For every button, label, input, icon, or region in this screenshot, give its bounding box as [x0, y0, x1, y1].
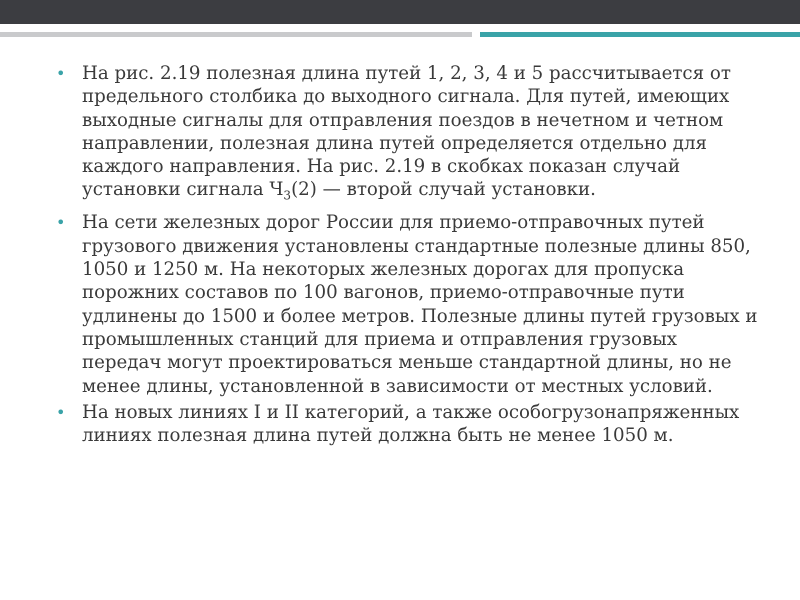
slide-header-bar [0, 0, 800, 24]
bullet-icon: • [56, 64, 66, 83]
bullet-paragraph-1 [56, 62, 762, 208]
slide-body [56, 62, 762, 450]
paragraph-text-tail: (2) — второй случай установки. [291, 179, 596, 201]
paragraph-text: На сети железных дорог России для приемо-отправочных путей грузового движения установлены стандартные полезные длины 850, 1050 и 1250 м. На некоторых железных дорогах для пропуска порожних составов по 100 вагонов, приемо-отправочные пути удлинены до 1500 и более метров. Полезные длины путей грузовых и промышленных станций для приема и отправления грузовых передач могут проектироваться меньше стандартной длины, но не менее длины, установленной в зависимости от местных условий. [82, 212, 758, 397]
bullet-list [56, 62, 762, 447]
bullet-icon: • [56, 402, 66, 422]
divider-accent-segment [480, 32, 800, 37]
paragraph-text: На новых линиях I и II категорий, а также особогрузонапряженных линиях полезная длина путей должна быть не менее 1050 м. [82, 401, 740, 447]
bullet-paragraph-2 [56, 211, 762, 397]
slide-divider-rule [0, 32, 800, 37]
paragraph-text: На рис. 2.19 полезная длина путей 1, 2, 3, 4 и 5 рассчитывается от предельного столбика до выходного сигнала. Для путей, имеющих выходные сигналы для отправления поездов в нечетном и четном направлении, полезная длина путей определяется отдельно для каждого направления. На рис. 2.19 в скобках показан случай установки сигнала Ч [82, 63, 731, 201]
divider-gap [472, 32, 480, 37]
bullet-icon: • [56, 213, 66, 233]
divider-left-segment [0, 32, 472, 37]
signal-subscript: 3 [283, 189, 292, 204]
bullet-paragraph-3 [56, 401, 762, 448]
